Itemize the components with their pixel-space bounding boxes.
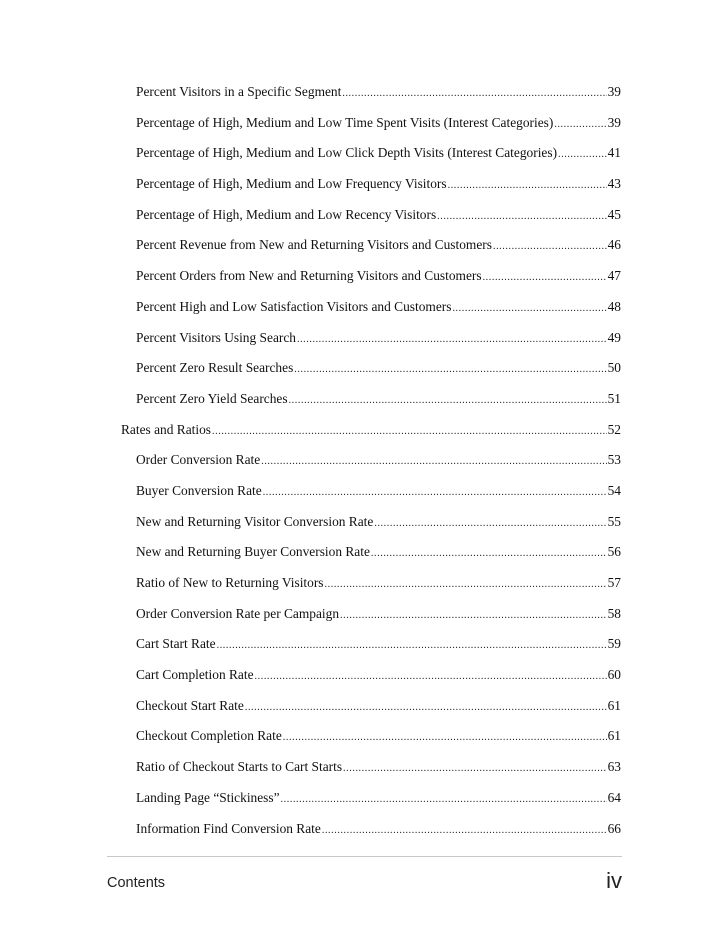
toc-entry-title: Buyer Conversion Rate [136, 482, 262, 498]
toc-entry-page: 56 [607, 544, 621, 560]
dot-leader [437, 211, 606, 222]
toc-entry-title: Percent Zero Yield Searches [136, 390, 288, 406]
dot-leader [322, 825, 607, 836]
dot-leader [297, 334, 607, 345]
toc-entry-page: 59 [607, 636, 621, 652]
dot-leader [217, 640, 607, 651]
toc-entry-page: 60 [607, 667, 621, 683]
footer-divider [107, 856, 622, 857]
toc-entry-page: 51 [607, 390, 621, 406]
toc-entry-title: Cart Start Rate [136, 636, 216, 652]
toc-entry[interactable] [0, 330, 621, 361]
toc-entry[interactable] [0, 268, 621, 299]
table-of-contents [0, 84, 728, 851]
toc-entry-page: 64 [607, 789, 621, 805]
toc-entry-page: 39 [607, 114, 621, 130]
toc-entry[interactable] [0, 237, 621, 268]
dot-leader [342, 88, 606, 99]
dot-leader [212, 426, 607, 437]
toc-entry-title: Percentage of High, Medium and Low Time Spent Visits (Interest Categories) [136, 114, 554, 130]
toc-entry-title: Percent Orders from New and Returning Visitors and Customers [136, 268, 482, 284]
toc-entry[interactable] [0, 636, 621, 667]
dot-leader [255, 671, 607, 682]
dot-leader [281, 794, 607, 805]
toc-entry[interactable] [0, 360, 621, 391]
toc-entry-title: New and Returning Buyer Conversion Rate [136, 544, 370, 560]
toc-entry-page: 48 [607, 298, 621, 314]
toc-entry[interactable] [0, 575, 621, 606]
dot-leader [558, 149, 607, 160]
toc-entry[interactable] [0, 790, 621, 821]
toc-entry[interactable] [0, 821, 621, 852]
toc-entry-title: Percent High and Low Satisfaction Visitors and Customers [136, 298, 452, 314]
toc-section-entry[interactable] [0, 422, 621, 453]
dot-leader [343, 763, 607, 774]
toc-entry-page: 43 [607, 176, 621, 192]
footer-page-number: iv [606, 868, 622, 893]
toc-entry[interactable] [0, 299, 621, 330]
toc-entry-title: Checkout Start Rate [136, 697, 244, 713]
toc-entry-title: Ratio of New to Returning Visitors [136, 575, 324, 590]
toc-entry-page: 58 [607, 605, 621, 621]
dot-leader [289, 395, 607, 406]
dot-leader [493, 241, 607, 252]
toc-entry[interactable] [0, 514, 621, 545]
toc-entry[interactable] [0, 115, 621, 146]
toc-entry-page: 61 [607, 728, 621, 744]
toc-entry[interactable] [0, 452, 621, 483]
toc-entry[interactable] [0, 207, 621, 238]
toc-section-title: Rates and Ratios [121, 421, 212, 437]
toc-entry-page: 45 [607, 206, 621, 222]
toc-entry-title: Order Conversion Rate [136, 452, 261, 468]
toc-entry-title: New and Returning Visitor Conversion Rate [136, 513, 374, 529]
footer-section-label: Contents [107, 875, 166, 891]
toc-entry-title: Checkout Completion Rate [136, 728, 282, 744]
toc-entry[interactable] [0, 145, 621, 176]
toc-entry-page: 50 [607, 360, 621, 376]
toc-entry[interactable] [0, 544, 621, 575]
toc-entry-page: 47 [607, 268, 621, 284]
toc-entry-page: 46 [607, 237, 621, 253]
dot-leader [374, 518, 606, 529]
toc-entry[interactable] [0, 759, 621, 790]
toc-entry[interactable] [0, 483, 621, 514]
toc-entry[interactable] [0, 84, 621, 115]
dot-leader [483, 272, 607, 283]
toc-entry-page: 49 [607, 329, 621, 345]
dot-leader [325, 579, 607, 590]
toc-entry-title: Percent Visitors in a Specific Segment [136, 84, 342, 99]
dot-leader [452, 303, 606, 314]
toc-entry-page: 54 [607, 482, 621, 498]
dot-leader [448, 180, 607, 191]
dot-leader [554, 119, 606, 130]
toc-entry-title: Landing Page “Stickiness” [136, 789, 280, 805]
dot-leader [294, 364, 606, 375]
toc-entry-title: Information Find Conversion Rate [136, 820, 321, 836]
dot-leader [261, 456, 606, 467]
toc-entry-title: Percentage of High, Medium and Low Frequency Visitors [136, 176, 447, 192]
dot-leader [371, 548, 607, 559]
toc-entry[interactable] [0, 606, 621, 637]
toc-entry-page: 55 [607, 513, 621, 529]
toc-entry-title: Ratio of Checkout Starts to Cart Starts [136, 759, 343, 775]
toc-entry-title: Percent Zero Result Searches [136, 360, 294, 376]
dot-leader [263, 487, 607, 498]
toc-entry-title: Percent Visitors Using Search [136, 329, 296, 345]
toc-entry-title: Percentage of High, Medium and Low Recency Visitors [136, 206, 437, 222]
toc-entry-page: 61 [607, 697, 621, 713]
dot-leader [245, 702, 607, 713]
toc-entry-title: Order Conversion Rate per Campaign [136, 605, 340, 621]
toc-entry-page: 66 [607, 820, 621, 836]
dot-leader [283, 732, 607, 743]
toc-entry[interactable] [0, 176, 621, 207]
toc-entry-title: Percentage of High, Medium and Low Click Depth Visits (Interest Categories) [136, 145, 558, 161]
toc-entry-page: 63 [607, 759, 621, 775]
toc-entry-title: Cart Completion Rate [136, 667, 254, 683]
toc-entry-page: 41 [607, 145, 621, 161]
toc-entry[interactable] [0, 667, 621, 698]
toc-entry-page: 53 [607, 452, 621, 468]
toc-entry-title: Percent Revenue from New and Returning Visitors and Customers [136, 237, 492, 253]
toc-entry-page: 57 [607, 575, 621, 590]
dot-leader [340, 610, 607, 621]
toc-entry[interactable] [0, 728, 621, 759]
toc-entry-page: 39 [607, 84, 621, 99]
toc-entry-page: 52 [607, 421, 621, 437]
toc-entry[interactable] [0, 698, 621, 729]
toc-entry[interactable] [0, 391, 621, 422]
